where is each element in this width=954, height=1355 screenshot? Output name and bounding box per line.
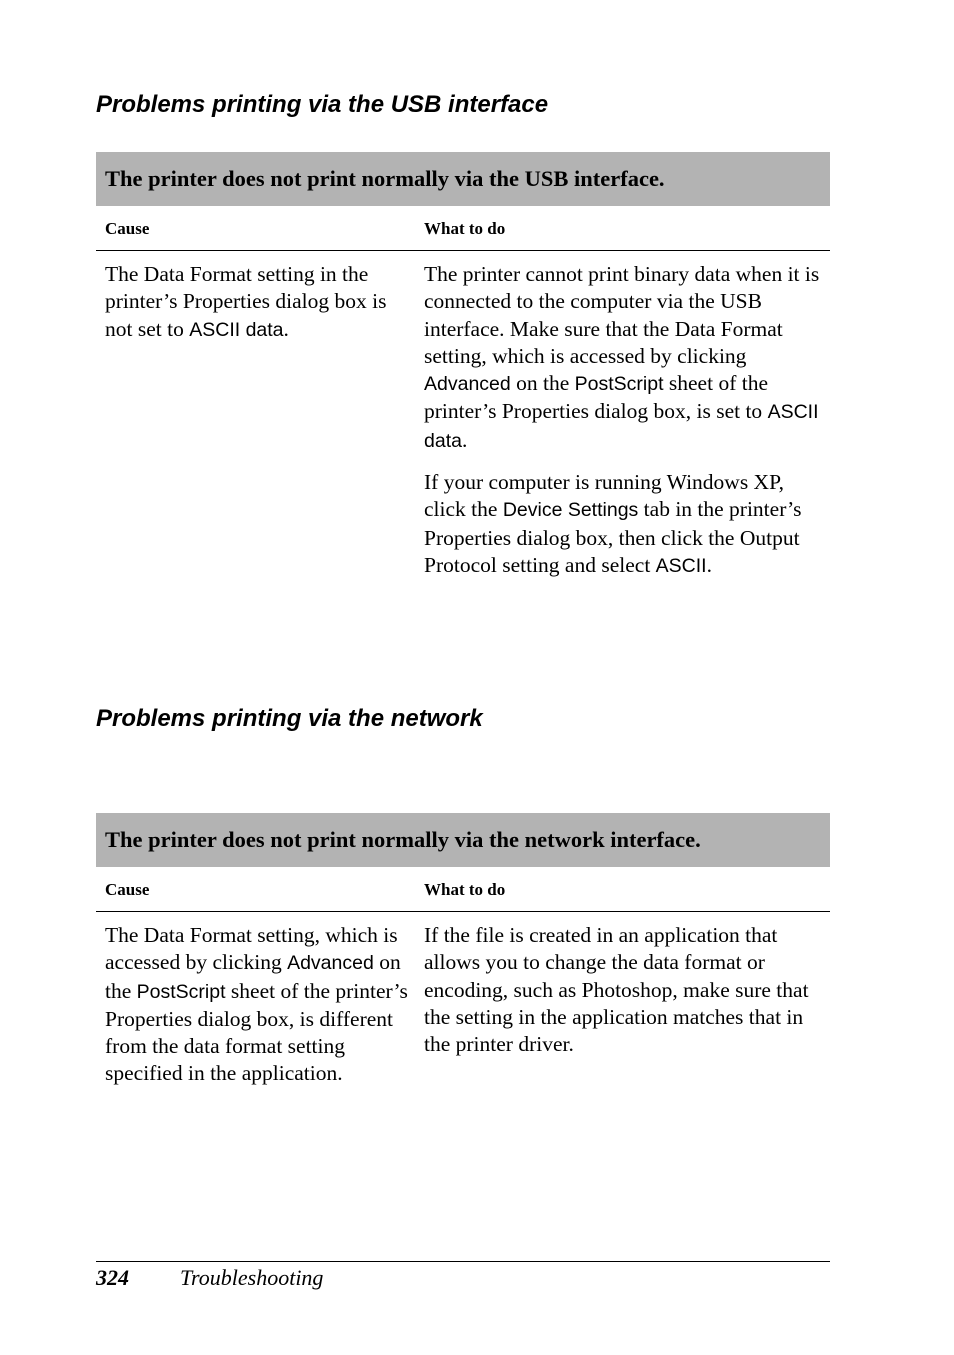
col-header-what-to-do: What to do: [424, 880, 506, 899]
section-heading-usb: Problems printing via the USB interface: [96, 91, 549, 118]
cause-cell: [105, 261, 410, 358]
usb-problem-table: [96, 152, 830, 621]
what-to-do-paragraph: If your computer is running Windows XP, click the Device Settings tab in the printer’s Properties dialog box, then click the Output Protocol setting and select ASCII.: [424, 470, 802, 577]
cause-text: The Data Format setting in the printer’s Properties dialog box is not set to ASCII data.: [105, 262, 387, 341]
ui-term-ascii: ASCII: [655, 554, 707, 577]
section-heading-network: Problems printing via the network: [96, 705, 483, 732]
ui-term-ascii-data: ASCII data: [189, 318, 284, 341]
table-row: [96, 251, 830, 621]
ui-term-advanced: Advanced: [424, 373, 511, 396]
col-header-cause: Cause: [105, 219, 150, 238]
col-header-what-to-do: What to do: [424, 219, 506, 238]
problem-title: The printer does not print normally via the network interface.: [96, 813, 830, 867]
what-to-do-paragraph: The printer cannot print binary data when it is connected to the computer via the USB interface. Make sure that the Data Format setting, which is accessed by clicking Advanced on the PostScript sheet of the printer’s Properties dialog box, is set to ASCII data.: [424, 262, 820, 452]
footer-divider: [96, 1261, 830, 1262]
network-problem-table: [96, 813, 830, 1152]
table-row: [96, 912, 830, 1152]
what-to-do-cell: [424, 261, 830, 594]
table-header: [96, 206, 830, 251]
cause-text: The Data Format setting, which is accessed by clicking Advanced on the PostScript sheet of the printer’s Properties dialog box, is different from the data format setting specified in the application.: [105, 923, 408, 1086]
cause-cell: [105, 922, 410, 1102]
ui-term-postscript: PostScript: [136, 980, 226, 1003]
running-footer-title: Troubleshooting: [180, 1265, 324, 1290]
col-header-cause: Cause: [105, 880, 150, 899]
what-to-do-text: If the file is created in an application that allows you to change the data format or encoding, such as Photoshop, make sure that the setting in the application matches that in the printer driver.: [424, 923, 809, 1057]
ui-term-advanced: Advanced: [287, 952, 374, 975]
table-header: [96, 867, 830, 912]
ui-term-device-settings: Device Settings: [502, 499, 639, 522]
page-number: 324: [96, 1265, 129, 1290]
ui-term-ascii-data: ASCII data: [424, 401, 819, 452]
problem-title: The printer does not print normally via the USB interface.: [96, 152, 830, 206]
ui-term-postscript: PostScript: [574, 373, 664, 396]
what-to-do-cell: [424, 922, 830, 1072]
